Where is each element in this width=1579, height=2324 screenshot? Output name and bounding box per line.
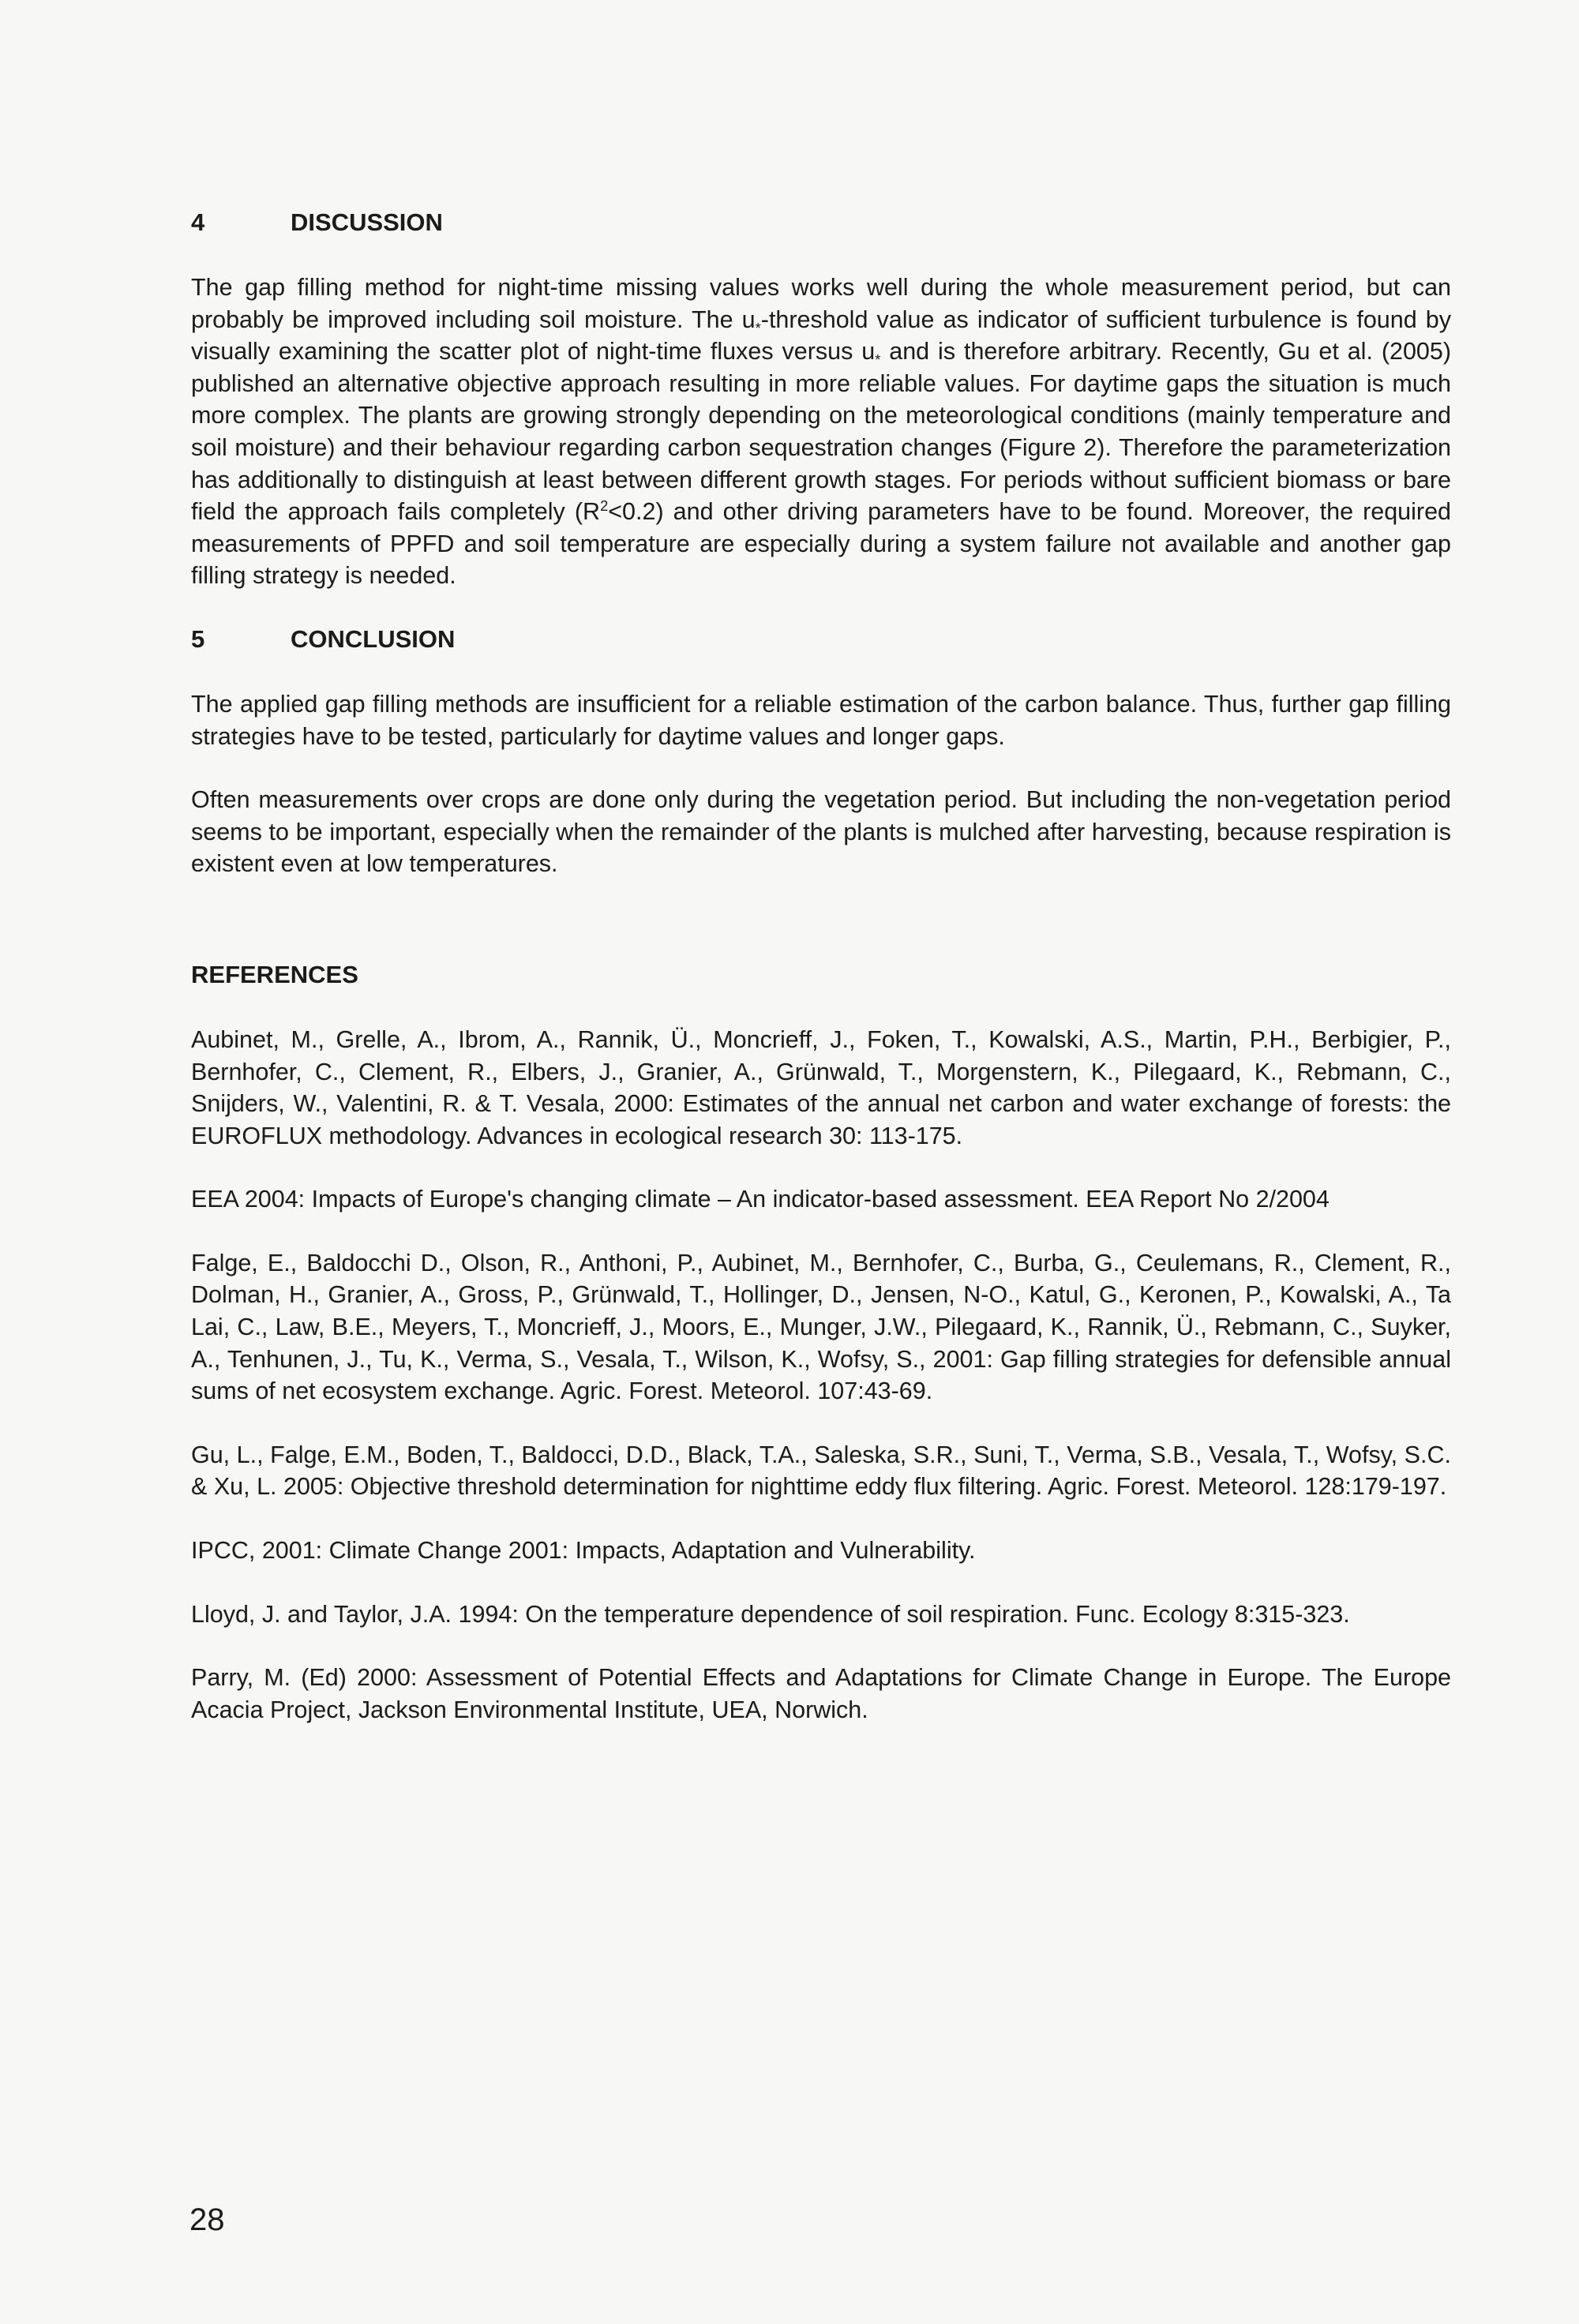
section-number: 5 bbox=[191, 624, 205, 653]
page-content bbox=[191, 207, 1451, 1757]
page-number: 28 bbox=[189, 2202, 225, 2237]
section-heading-discussion bbox=[191, 207, 1451, 238]
references-heading: REFERENCES bbox=[191, 960, 358, 988]
reference-item: Aubinet, M., Grelle, A., Ibrom, A., Rannik, Ü., Moncrieff, J., Foken, T., Kowalski, A.S., Martin, P.H., Berbigier, P., Bernhofer, C., Clement, R., Elbers, J., Granier, A., Grünwald, T., Morgenstern, K., Pilegaard, K., Rebmann, C., Snijders, W., Valentini, R. & T. Vesala, 2000: Estimates of the annual net carbon and water exchange of forests: the EUROFLUX methodology. Advances in ecological research 30: 113-175. bbox=[191, 1025, 1451, 1149]
section-title: DISCUSSION bbox=[291, 208, 443, 236]
section-heading-conclusion bbox=[191, 624, 1451, 655]
reference-item: Lloyd, J. and Taylor, J.A. 1994: On the temperature dependence of soil respiration. Func. Ecology 8:315-323. bbox=[191, 1600, 1350, 1628]
reference-list bbox=[191, 1024, 1451, 1726]
section-title: CONCLUSION bbox=[291, 624, 456, 653]
discussion-paragraph: The gap filling method for night-time missing values works well during the whole measurement period, but can probably be improved including soil moisture. The $u_*$-threshold value as indicator of sufficient turbulence is found by visually examining the scatter plot of night-time fluxes versus $u_*$ and is therefore arbitrary. Recently, Gu et al. (2005) published an alternative objective approach resulting in more reliable values. For daytime gaps the situation is much more complex. The plants are growing strongly depending on the meteorological conditions (mainly temperature and soil moisture) and their behaviour regarding carbon sequestration changes (Figure 2). Therefore the parameterization has additionally to distinguish at least between different growth stages. For periods without sufficient biomass or bare field the approach fails completely $(R^2<0.2)$ and other driving parameters have to be found. Moreover, the required measurements of PPFD and soil temperature are especially during a system failure not available and another gap filling strategy is needed. bbox=[191, 274, 1452, 590]
reference-item: EEA 2004: Impacts of Europe's changing climate – An indicator-based assessment. EEA Report No 2/2004 bbox=[191, 1186, 1330, 1213]
reference-item: Parry, M. (Ed) 2000: Assessment of Potential Effects and Adaptations for Climate Change in Europe. The Europe Acacia Project, Jackson Environmental Institute, UEA, Norwich. bbox=[191, 1664, 1451, 1723]
reference-item: Falge, E., Baldocchi D., Olson, R., Anthoni, P., Aubinet, M., Bernhofer, C., Burba, G., Ceulemans, R., Clement, R., Dolman, H., Granier, A., Gross, P., Grünwald, T., Hollinger, D., Jensen, N-O., Katul, G., Keronen, P., Kowalski, A., Ta Lai, C., Law, B.E., Meyers, T., Moncrieff, J., Moors, E., Munger, J.W., Pilegaard, K., Rannik, Ü., Rebmann, C., Suyker, A., Tenhunen, J., Tu, K., Verma, S., Vesala, T., Wilson, K., Wofsy, S., 2001: Gap filling strategies for defensible annual sums of net ecosystem exchange. Agric. Forest. Meteorol. 107:43-69. bbox=[191, 1249, 1451, 1405]
conclusion-paragraph-1: The applied gap filling methods are insufficient for a reliable estimation of the carbon balance. Thus, further gap filling strategies have to be tested, particularly for daytime values and longer gaps. bbox=[191, 690, 1451, 750]
reference-item: Gu, L., Falge, E.M., Boden, T., Baldocci, D.D., Black, T.A., Saleska, S.R., Suni, T., Verma, S.B., Vesala, T., Wofsy, S.C. & Xu, L. 2005: Objective threshold determination for nighttime eddy flux filtering. Agric. Forest. Meteorol. 128:179-197. bbox=[191, 1441, 1451, 1501]
section-number: 4 bbox=[191, 208, 205, 236]
reference-item: IPCC, 2001: Climate Change 2001: Impacts, Adaptation and Vulnerability. bbox=[191, 1537, 976, 1565]
conclusion-paragraph-2: Often measurements over crops are done only during the vegetation period. But including the non-vegetation period seems to be important, especially when the remainder of the plants is mulched after harvesting, because respiration is existent even at low temperatures. bbox=[191, 786, 1451, 878]
